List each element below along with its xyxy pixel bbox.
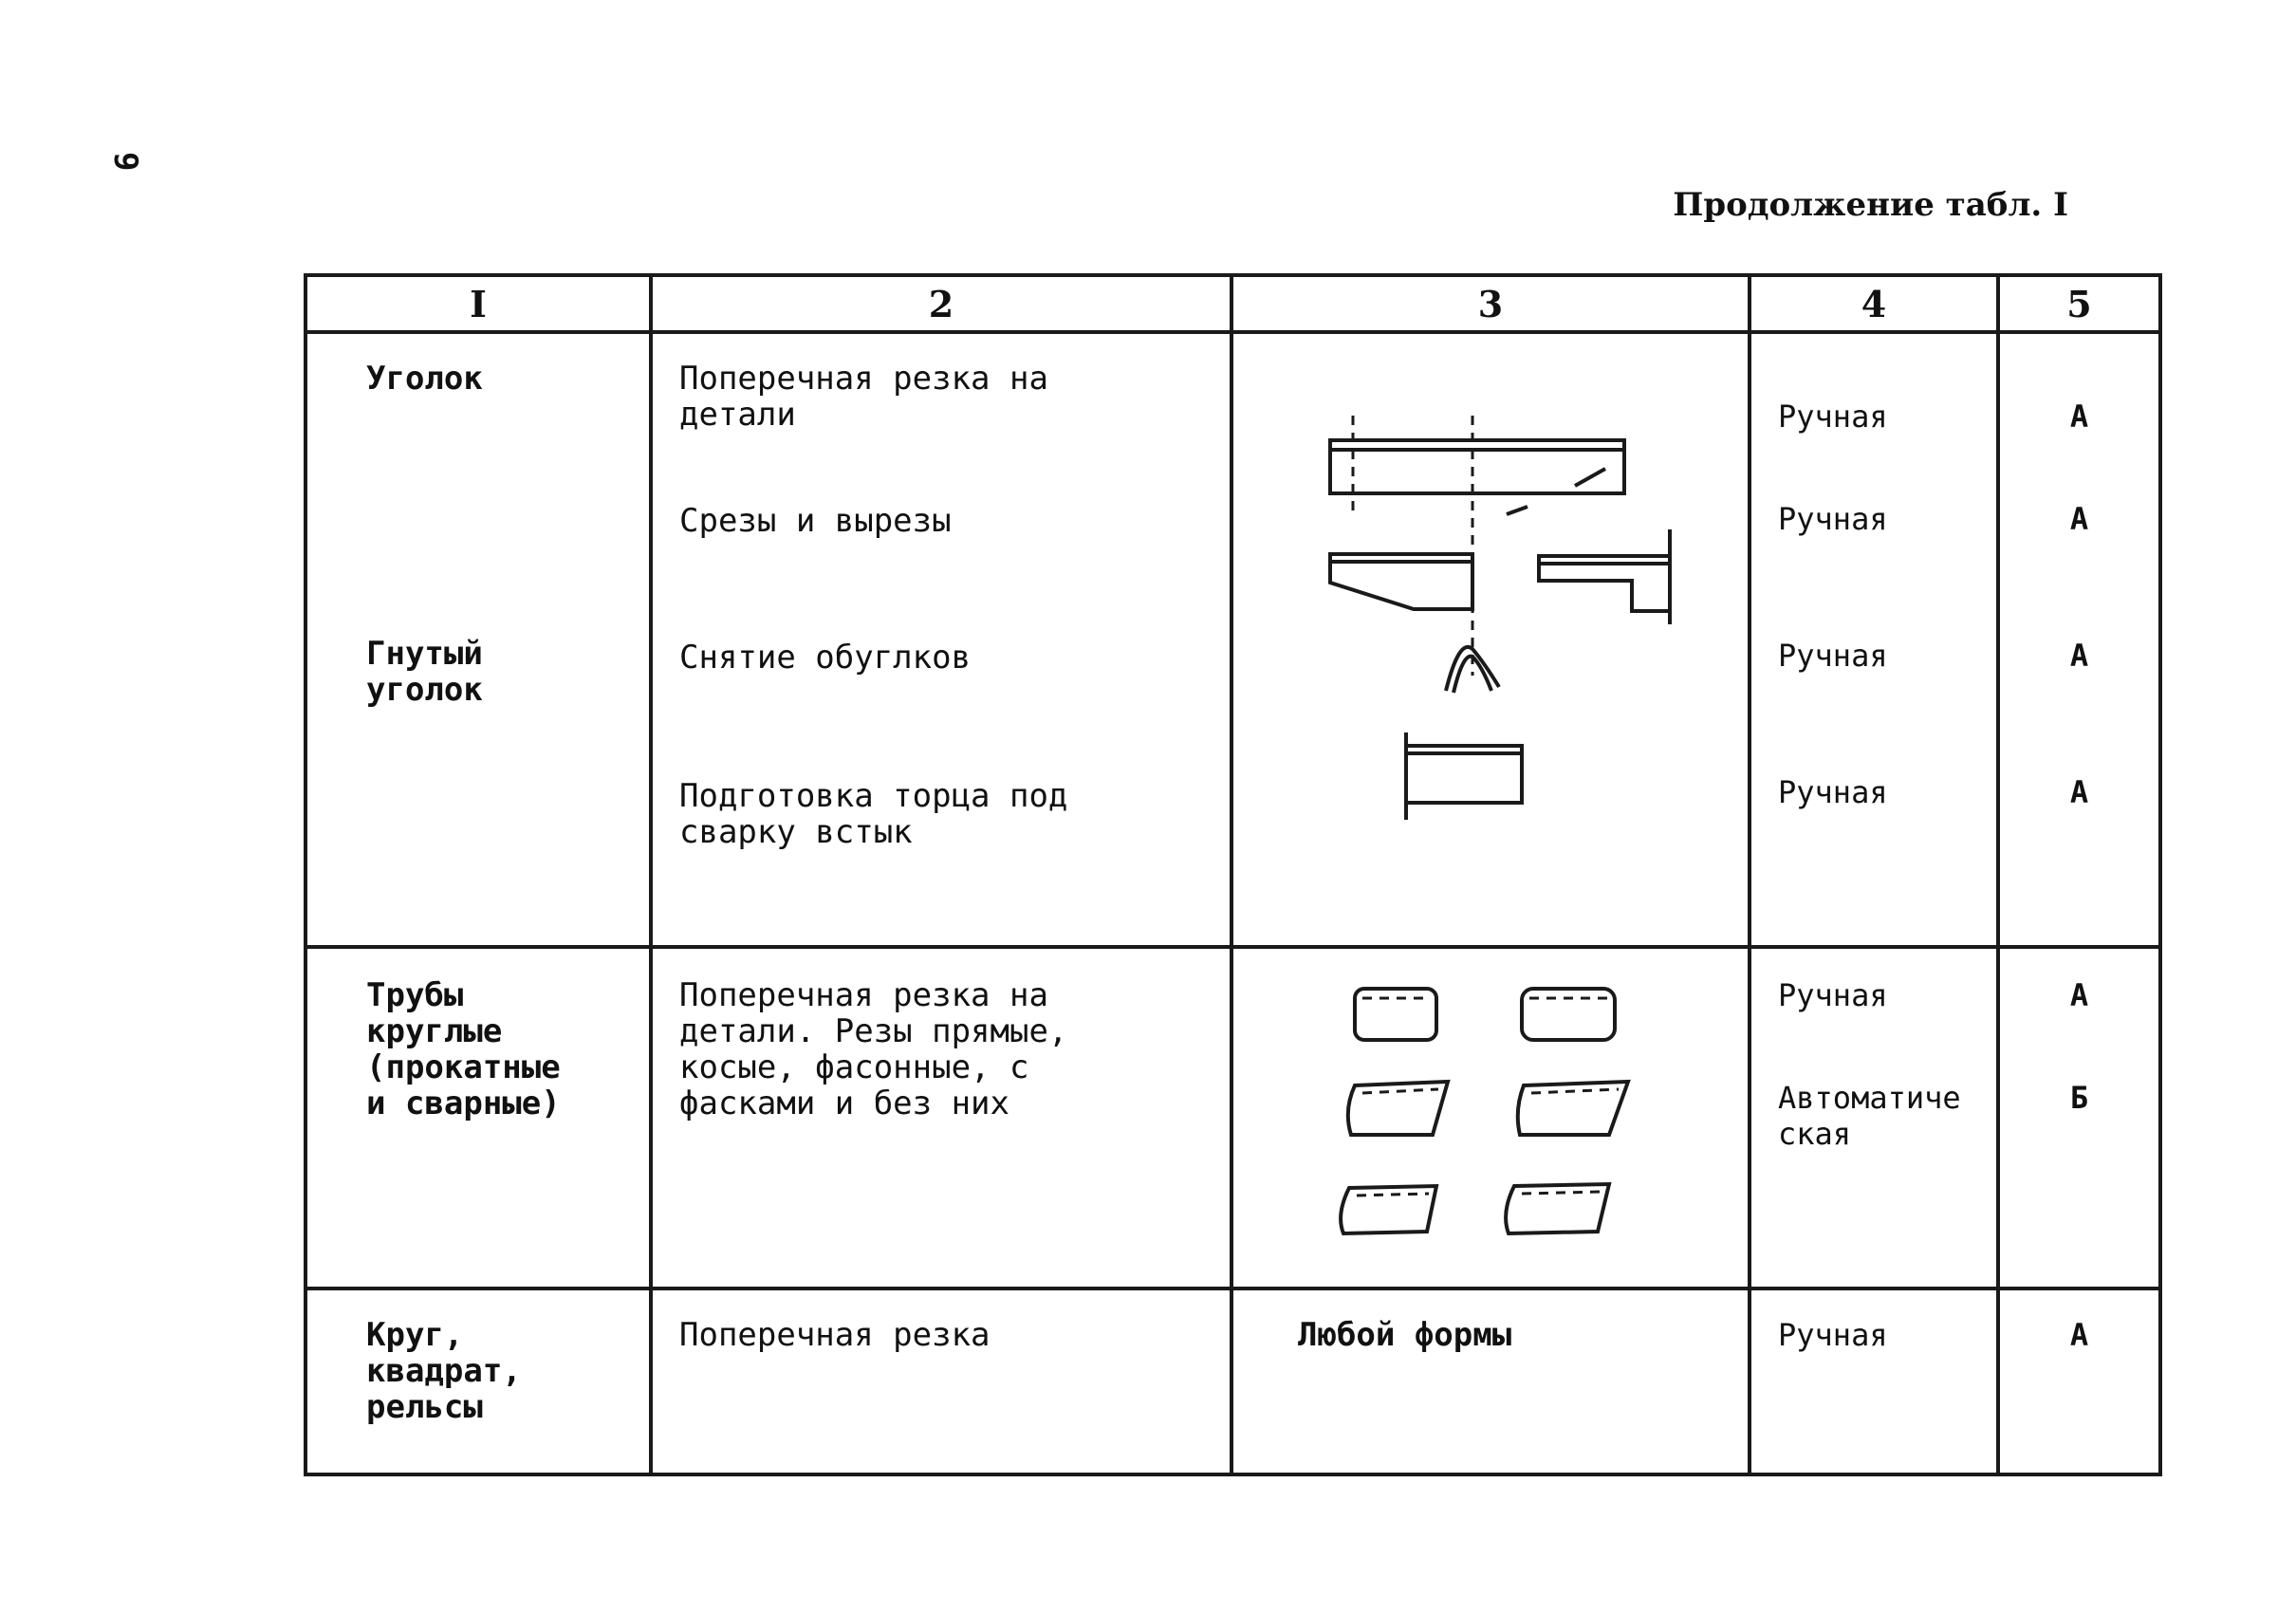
group-cell: [1998, 332, 2160, 947]
group-text: А: [2069, 399, 2089, 435]
method-text: Ручная: [1778, 638, 1888, 674]
material-cell: [306, 947, 651, 1289]
group-text: А: [2069, 638, 2089, 674]
group-cell: [1998, 947, 2160, 1289]
method-text: Ручная: [1778, 501, 1888, 537]
header-col-1: I: [306, 275, 651, 332]
method-text: Ручная: [1778, 399, 1888, 435]
method-text: Ручная: [1778, 774, 1888, 810]
sketch-cell: [1231, 1289, 1750, 1474]
operation-text: Поперечная резка на детали. Резы прямые, косые, фасонные, с фасками и без них: [679, 976, 1068, 1122]
header-col-3: 3: [1231, 275, 1750, 332]
group-text: А: [2069, 501, 2089, 537]
operation-text: Срезы и вырезы: [679, 502, 952, 540]
sketch-cell: [1231, 947, 1750, 1289]
material-cell: [306, 332, 651, 947]
material-bent-angle: Гнутый уголок: [366, 635, 483, 709]
sketch-note: Любой формы: [1298, 1316, 1512, 1354]
table-row: [306, 1289, 2160, 1474]
table-caption: Продолжение табл. I: [1673, 186, 2068, 224]
operation-text: Подготовка торца под сварку встык: [679, 777, 1068, 851]
group-cell: [1998, 1289, 2160, 1474]
method-cell: [1750, 332, 1998, 947]
group-text: А: [2069, 774, 2089, 810]
table-row: [306, 332, 2160, 947]
page-number: 9: [106, 152, 144, 172]
method-text: Автоматическая: [1778, 1080, 1961, 1152]
material-bars: Круг, квадрат, рельсы: [366, 1316, 522, 1426]
operation-text: Поперечная резка: [679, 1316, 991, 1354]
table-row: [306, 947, 2160, 1289]
sketch-cell: [1231, 332, 1750, 947]
material-angle: Уголок: [366, 360, 483, 398]
pipe-cutting-sketch: [1233, 949, 1751, 1290]
operation-cell: [651, 947, 1231, 1289]
method-text: Ручная: [1778, 1317, 1888, 1353]
header-col-4: 4: [1750, 275, 1998, 332]
material-pipes: Трубы круглые (прокатные и сварные): [366, 976, 561, 1122]
method-text: Ручная: [1778, 977, 1888, 1013]
method-cell: [1750, 947, 1998, 1289]
operation-text: Снятие обуглков: [679, 639, 972, 677]
method-cell: [1750, 1289, 1998, 1474]
material-cell: [306, 1289, 651, 1474]
header-col-2: 2: [651, 275, 1231, 332]
header-row: [306, 275, 2160, 332]
operation-cell: [651, 1289, 1231, 1474]
cutting-operations-table: [304, 273, 2162, 1476]
operation-cell: [651, 332, 1231, 947]
operation-text: Поперечная резка на детали: [679, 360, 1048, 434]
group-text: А: [2069, 1317, 2089, 1353]
header-col-5: 5: [1998, 275, 2160, 332]
group-text: Б: [2069, 1080, 2089, 1116]
angle-cutting-sketch: [1233, 334, 1751, 949]
group-text: А: [2069, 977, 2089, 1013]
